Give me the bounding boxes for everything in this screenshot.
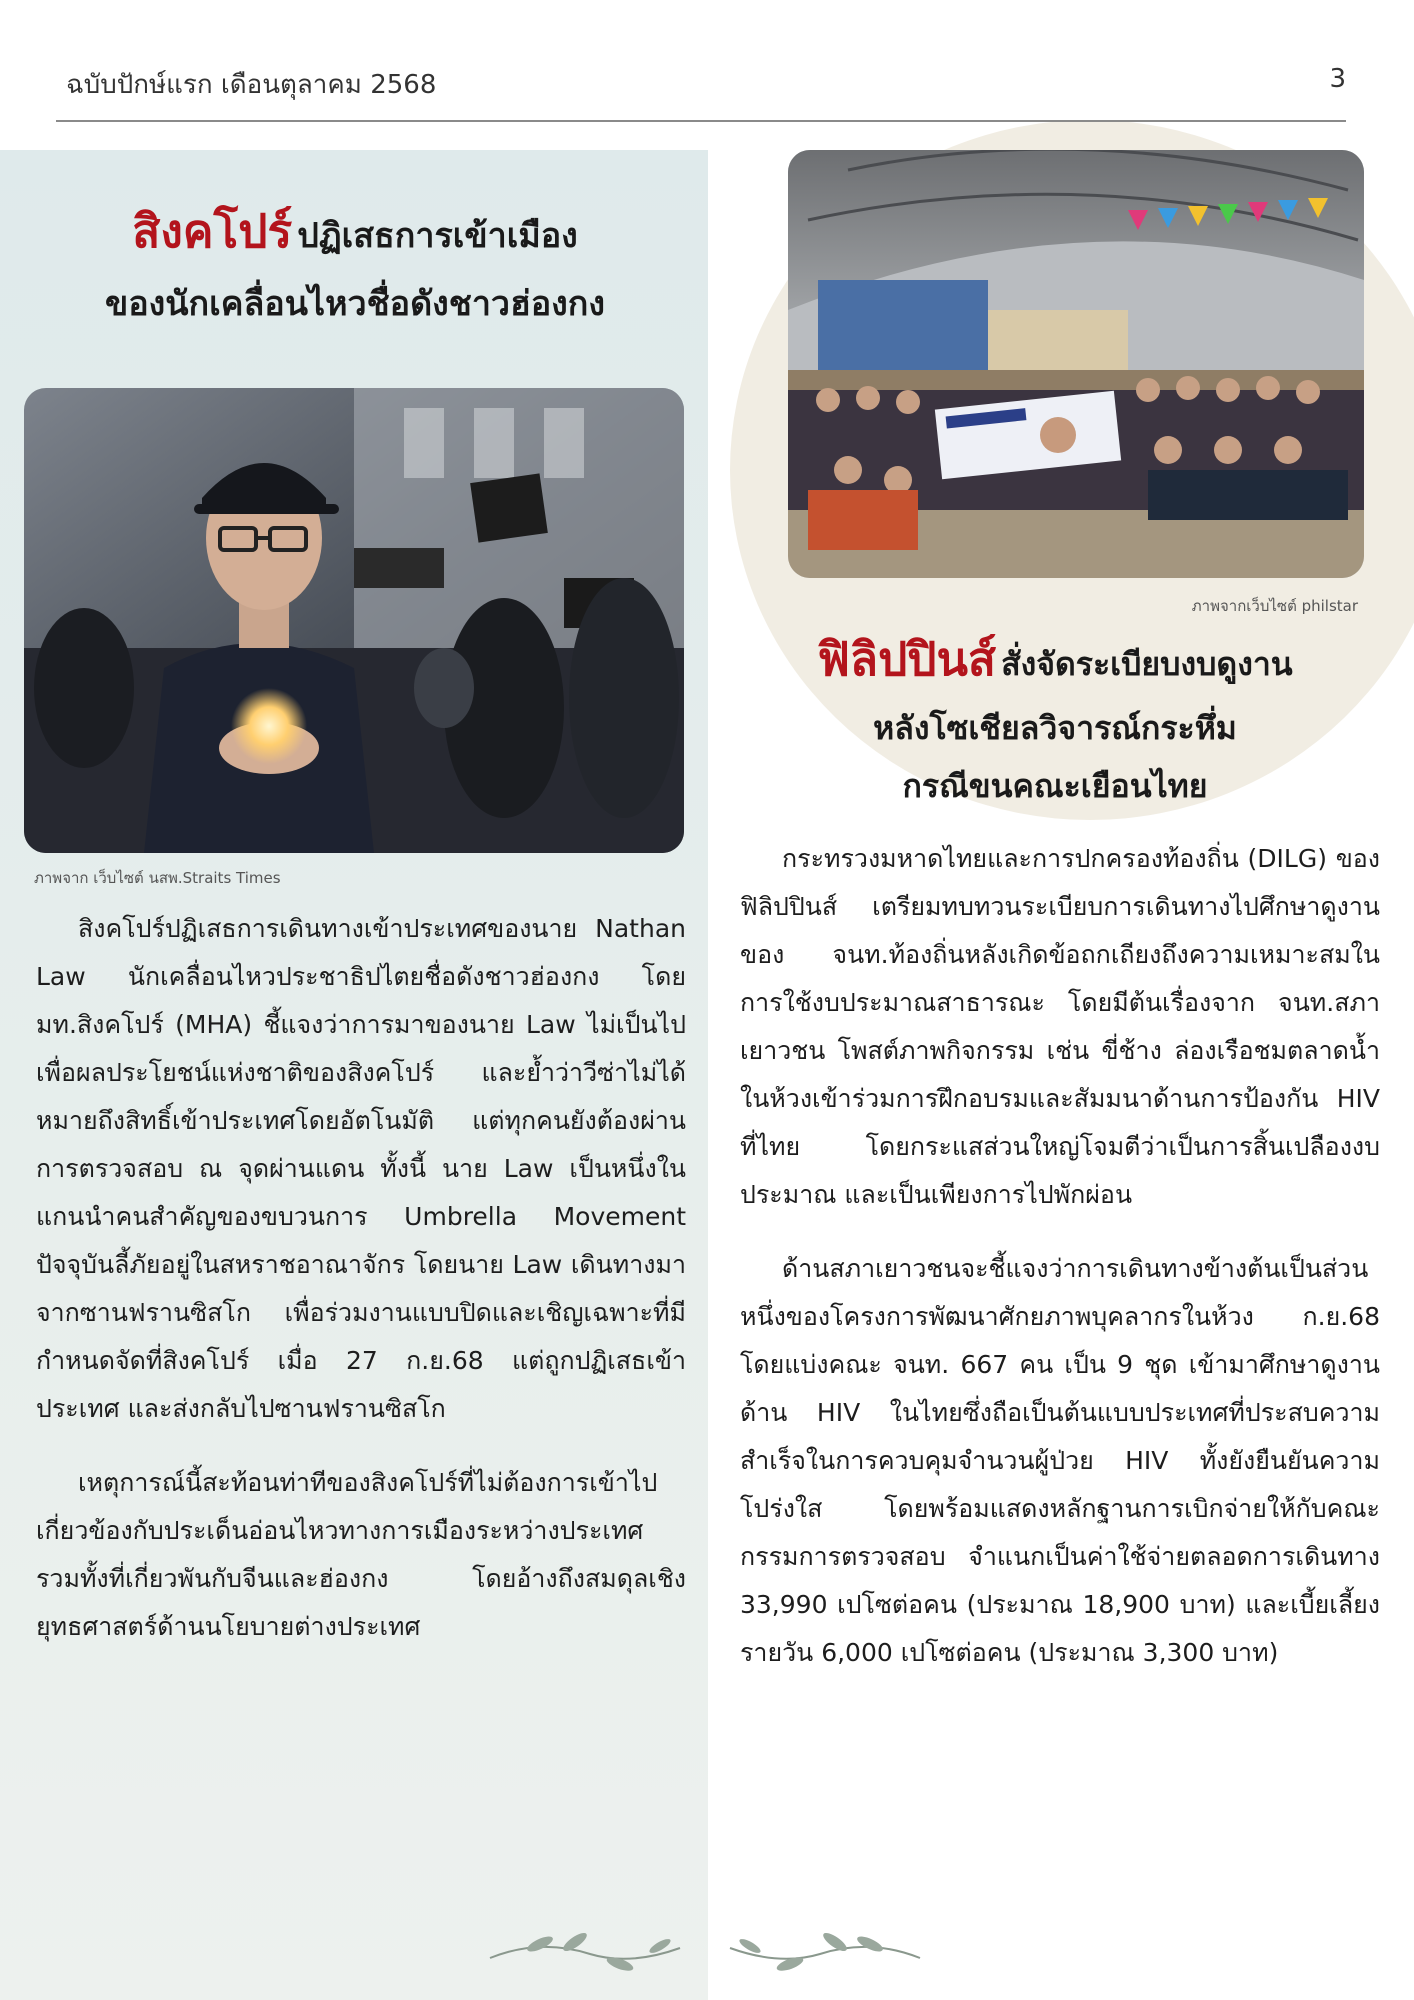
left-paragraph-1: สิงคโปร์ปฏิเสธการเดินทางเข้าประเทศของนาย Nathan Law นักเคลื่อนไหวประชาธิปไตยชื่อดังชาวฮ่องกง โดย มท.สิงคโปร์ (MHA) ชี้แจงว่าการมาของนาย Law ไม่เป็นไปเพื่อผลประโยชน์แห่งชาติของสิงคโปร์ และย้ำว่าวีซ่าไม่ได้หมายถึงสิทธิ์เข้าประเทศโดยอัตโนมัติ แต่ทุกคนยังต้องผ่านการตรวจสอบ ณ จุดผ่านแดน ทั้งนี้ นาย Law เป็นหนึ่งในแกนนำคนสำคัญของขบวนการ Umbrella Movement ปัจจุบันลี้ภัยอยู่ในสหราชอาณาจักร โดยนาย Law เดินทางมาจากซานฟรานซิสโก เพื่อร่วมงานแบบปิดและเชิญเฉพาะที่มีกำหนดจัดที่สิงคโปร์ เมื่อ 27 ก.ย.68 แต่ถูกปฏิเสธเข้าประเทศ และส่งกลับไปซานฟรานซิสโก <box>36 914 686 1423</box>
page-header <box>56 60 1346 122</box>
right-article-body <box>740 835 1380 1703</box>
right-photo-credit: ภาพจากเว็บไซต์ philstar <box>1191 597 1358 615</box>
right-title-country: ฟิลิปปินส์ <box>817 632 997 686</box>
left-article-photo <box>24 388 684 853</box>
right-title-line1: สั่งจัดระเบียบงบดูงาน <box>1001 645 1293 683</box>
left-title-line1: ปฏิเสธการเข้าเมือง <box>297 216 578 256</box>
right-paragraph-2: ด้านสภาเยาวชนจะชี้แจงว่าการเดินทางข้างต้นเป็นส่วนหนึ่งของโครงการพัฒนาศักยภาพบุคลากรในห้วง ก.ย.68 โดยแบ่งคณะ จนท. 667 คน เป็น 9 ชุด เข้ามาศึกษาดูงานด้าน HIV ในไทยซึ่งถือเป็นต้นแบบประเทศที่ประสบความสำเร็จในการควบคุมจำนวนผู้ป่วย HIV ทั้งยังยืนยันความโปร่งใส โดยพร้อมแสดงหลักฐานการเบิกจ่ายให้กับคณะกรรมการตรวจสอบ จำแนกเป็นค่าใช้จ่ายตลอดการเดินทาง 33,990 เปโซต่อคน (ประมาณ 18,900 บาท) และเบี้ยเลี้ยงรายวัน 6,000 เปโซต่อคน (ประมาณ 3,300 บาท) <box>740 1254 1380 1667</box>
right-article-photo <box>788 150 1364 578</box>
right-article-title <box>730 630 1380 815</box>
page-number: 3 <box>1329 64 1346 94</box>
left-title-country: สิงคโปร์ <box>132 204 293 258</box>
right-paragraph-1: กระทรวงมหาดไทยและการปกครองท้องถิ่น (DILG) ของฟิลิปปินส์ เตรียมทบทวนระเบียบการเดินทางไปศึกษาดูงานของ จนท.ท้องถิ่นหลังเกิดข้อถกเถียงถึงความเหมาะสมในการใช้งบประมาณสาธารณะ โดยมีต้นเรื่องจาก จนท.สภาเยาวชน โพสต์ภาพกิจกรรม เช่น ขี่ช้าง ล่องเรือชมตลาดน้ำ ในห้วงเข้าร่วมการฝึกอบรมและสัมมนาด้านการป้องกัน HIV ที่ไทย โดยกระแสส่วนใหญ่โจมตีว่าเป็นการสิ้นเปลืองงบประมาณ และเป็นเพียงการไปพักผ่อน <box>740 844 1380 1209</box>
left-title-line2: ของนักเคลื่อนไหวชื่อดังชาวฮ่องกง <box>105 284 605 324</box>
right-title-line2: หลังโซเชียลวิจารณ์กระหึ่ม <box>873 709 1237 747</box>
right-title-line3: กรณีขนคณะเยือนไทย <box>902 767 1208 805</box>
floral-divider-ornament <box>480 1920 930 1980</box>
left-article-title <box>30 200 680 335</box>
issue-label: ฉบับปักษ์แรก เดือนตุลาคม 2568 <box>66 70 437 100</box>
left-photo-credit: ภาพจาก เว็บไซต์ นสพ.Straits Times <box>34 869 281 887</box>
left-paragraph-2: เหตุการณ์นี้สะท้อนท่าทีของสิงคโปร์ที่ไม่ต้องการเข้าไปเกี่ยวข้องกับประเด็นอ่อนไหวทางการเมืองระหว่างประเทศ รวมทั้งที่เกี่ยวพันกับจีนและฮ่องกง โดยอ้างถึงสมดุลเชิงยุทธศาสตร์ด้านนโยบายต่างประเทศ <box>36 1468 686 1641</box>
left-article-body <box>36 905 686 1677</box>
